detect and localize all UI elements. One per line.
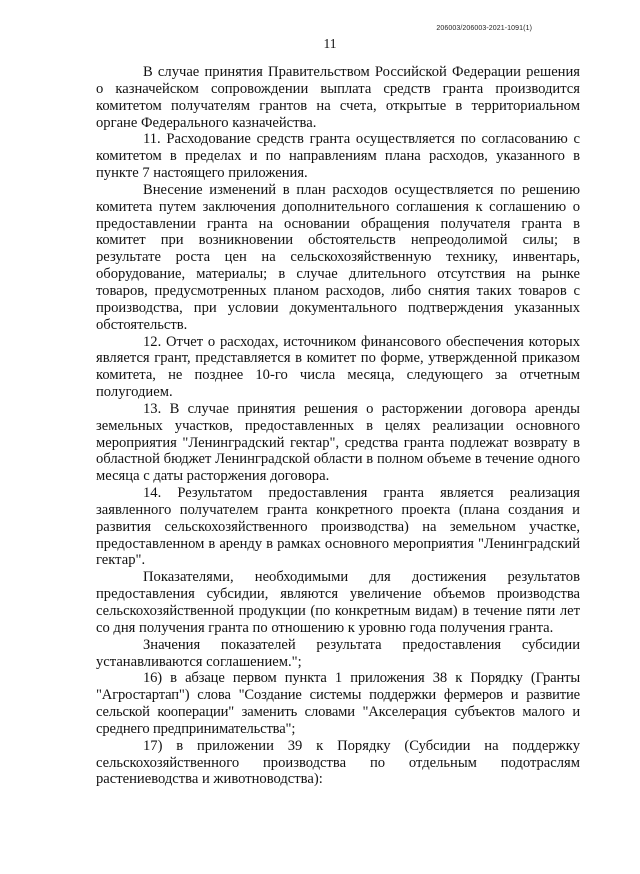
document-code: 206003/206003-2021-1091(1)	[436, 25, 532, 32]
paragraph-indicator-values: Значения показателей результата предоставления субсидии устанавливаются соглашением.";	[96, 636, 580, 670]
document-body	[96, 64, 580, 788]
paragraph-item-11: 11. Расходование средств гранта осуществляется по согласованию с комитетом в пределах и по направлениям плана расходов, указанного в пункте 7 настоящего приложения.	[96, 131, 580, 182]
paragraph-item-13: 13. В случае принятия решения о расторжении договора аренды земельных участков, предоставленных в целях реализации основного мероприятия "Ленинградский гектар", средства гранта подлежат возврату в областной бюджет Ленинградской области в полном объеме в течение одного месяца с даты расторжения договора.	[96, 400, 580, 485]
paragraph-treasury-support: В случае принятия Правительством Российской Федерации решения о казначейском сопровождении выплата средств гранта производится комитетом получателям грантов на счета, открытые в территориальном органе Федерального казначейства.	[96, 64, 580, 131]
paragraph-item-17: 17) в приложении 39 к Порядку (Субсидии на поддержку сельскохозяйственного производства по отдельным подотраслям растениеводства и животноводства):	[96, 737, 580, 788]
paragraph-item-16: 16) в абзаце первом пункта 1 приложения 38 к Порядку (Гранты "Агростартап") слова "Создание системы поддержки фермеров и развитие сельской кооперации" заменить словами "Акселерация субъектов малого и среднего предпринимательства";	[96, 670, 580, 737]
paragraph-plan-changes: Внесение изменений в план расходов осуществляется по решению комитета путем заключения дополнительного соглашения к соглашению о предоставлении гранта на основании обращения получателя гранта в комитет при возникновении обстоятельств непреодолимой силы; в результате роста цен на сельскохозяйственную технику, инвентарь, оборудование, материалы; в случае длительного отсутствия на рынке товаров, предусмотренных планом расходов, либо снятия таких товаров с производства, при условии документального подтверждения указанных обстоятельств.	[96, 181, 580, 333]
paragraph-item-14: 14. Результатом предоставления гранта является реализация заявленного получателем гранта конкретного проекта (плана создания и развития сельскохозяйственного производства) на земельном участке, предоставленном в аренду в рамках основного мероприятия "Ленинградский гектар".	[96, 485, 580, 569]
paragraph-item-12: 12. Отчет о расходах, источником финансового обеспечения которых является грант, представляется в комитет по форме, утвержденной приказом комитета, не позднее 10-го числа месяца, следующего за отчетным полугодием.	[96, 333, 580, 401]
paragraph-indicators: Показателями, необходимыми для достижения результатов предоставления субсидии, являются увеличение объемов производства сельскохозяйственной продукции (по конкретным видам) в течение пяти лет со дня получения гранта по отношению к уровню года получения гранта.	[96, 569, 580, 636]
page-number: 11	[323, 36, 337, 51]
